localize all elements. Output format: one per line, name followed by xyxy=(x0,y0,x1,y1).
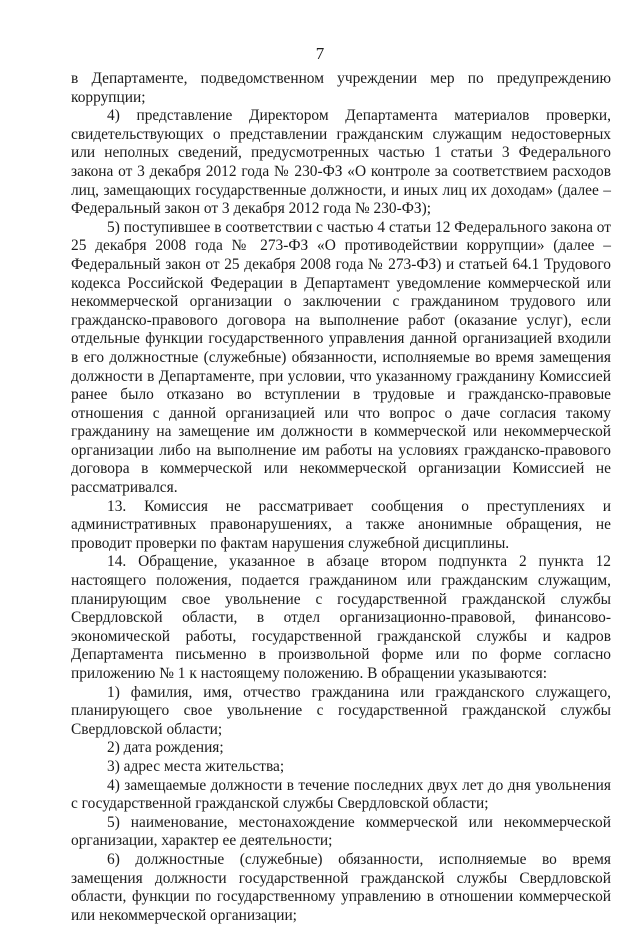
list-item-6: 6) должностные (служебные) обязанности, исполняемые во время замещения должности государственной гражданской службы Свердловской области, функции по государственному управлению в отношении коммерческой или некоммерческой организации; xyxy=(71,850,611,924)
paragraph-item-4: 4) представление Директором Департамента материалов проверки, свидетельствующих о представлении гражданским служащим недостоверных или неполных сведений, предусмотренных частью 1 статьи 3 Федерального закона от 3 декабря 2012 года № 230-ФЗ «О контроле за соответствием расходов лиц, замещающих государственные должности, и иных лиц их доходам» (далее – Федеральный закон от 3 декабря 2012 года № 230-ФЗ); xyxy=(71,107,611,218)
paragraph-clause-14: 14. Обращение, указанное в абзаце втором подпункта 2 пункта 12 настоящего положения, подается гражданином или гражданским служащим, планирующим свое увольнение с государственной гражданской службы Свердловской области, в отдел организационно-правовой, финансово-экономической работы, государственной гражданской службы и кадров Департамента письменно в произвольной форме или по форме согласно приложению № 1 к настоящему положению. В обращении указываются: xyxy=(71,553,611,682)
paragraph-continuation: в Департаменте, подведомственном учреждении мер по предупреждению коррупции; xyxy=(71,70,611,106)
list-item-5: 5) наименование, местонахождение коммерческой или некоммерческой организации, характер ее деятельности; xyxy=(71,813,611,850)
list-item-3: 3) адрес места жительства; xyxy=(107,757,285,775)
list-item-1: 1) фамилия, имя, отчество гражданина или гражданского служащего, планирующего свое увольнение с государственной гражданской службы Свердловской области; xyxy=(71,683,611,738)
paragraph-clause-13: 13. Комиссия не рассматривает сообщения о преступлениях и административных правонарушениях, а также анонимные обращения, не проводит проверки по фактам нарушения служебной дисциплины. xyxy=(71,497,611,552)
list-item-4: 4) замещаемые должности в течение последних двух лет до дня увольнения с государственной гражданской службы Свердловской области; xyxy=(71,776,611,813)
document-body xyxy=(71,70,611,925)
paragraph-item-5: 5) поступившее в соответствии с частью 4 статьи 12 Федерального закона от 25 декабря 2008 года № 273-ФЗ «О противодействии коррупции» (далее – Федеральный закон от 25 декабря 2008 года № 273-ФЗ) и статьей 64.1 Трудового кодекса Российской Федерации в Департамент уведомление коммерческой или некоммерческой организации о заключении с гражданином трудового или гражданско-правового договора на выполнение работ (оказание услуг), если отдельные функции государственного управления данной организацией входили в его должностные (служебные) обязанности, исполняемые во время замещения должности в Департаменте, при условии, что указанному гражданину Комиссией ранее было отказано во вступлении в трудовые и гражданско-правовые отношения с данной организацией или что вопрос о даче согласия такому гражданину на замещение им должности в коммерческой или некоммерческой организации либо на выполнение им работы на условиях гражданско-правового договора в коммерческой или некоммерческой организации Комиссией не рассматривался. xyxy=(71,218,611,497)
list-item-2: 2) дата рождения; xyxy=(107,739,224,757)
page-number: 7 xyxy=(315,44,325,63)
